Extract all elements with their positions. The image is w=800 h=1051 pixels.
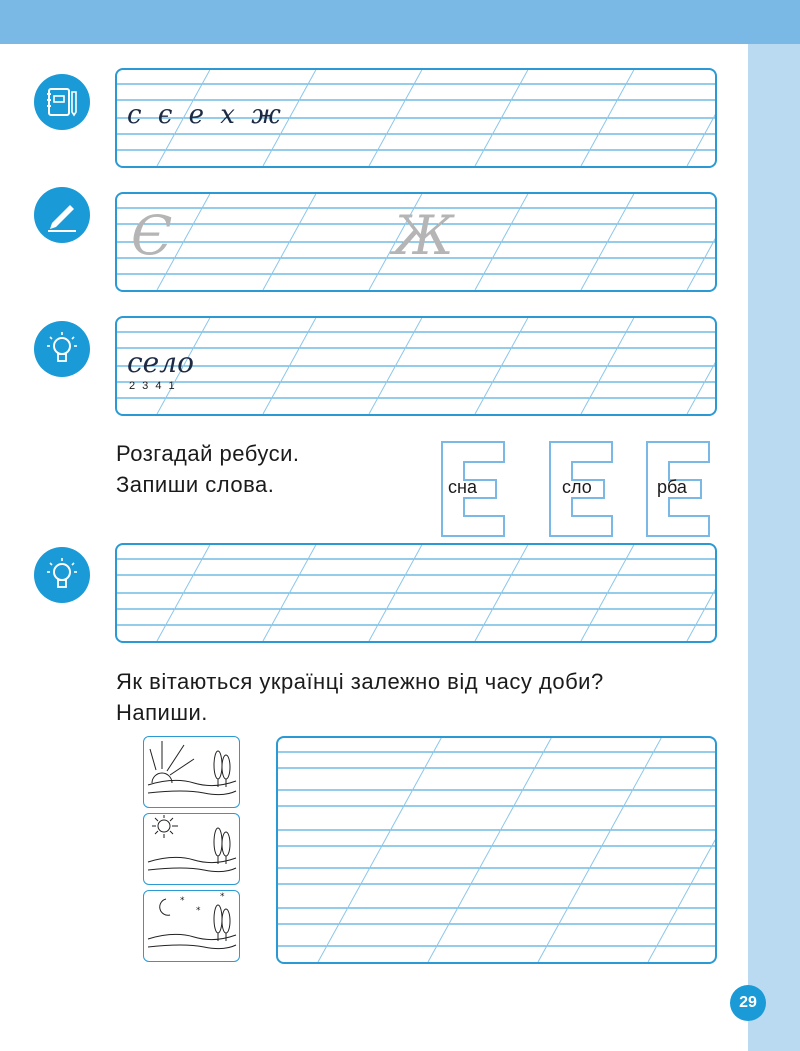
day-picture xyxy=(143,813,240,885)
trace-letter-2: Ж xyxy=(393,204,454,267)
rebus-item-3 xyxy=(645,440,715,540)
rebus-word: сло xyxy=(562,477,592,497)
writing-box-3[interactable] xyxy=(115,316,717,416)
ruled-lines xyxy=(278,738,715,962)
rebus-word: сна xyxy=(448,477,477,497)
rebus-item-2 xyxy=(548,440,618,540)
night-picture xyxy=(143,890,240,962)
cursive-letters: с є е х ж xyxy=(127,100,285,130)
cursive-word: село xyxy=(127,346,194,379)
writing-box-4[interactable] xyxy=(115,543,717,643)
side-band xyxy=(748,44,800,1051)
rebus-item-1 xyxy=(440,440,510,540)
lightbulb-icon xyxy=(34,547,90,603)
ruled-lines xyxy=(117,318,715,414)
svg-text:*: * xyxy=(220,892,225,902)
rebus-instruction-2: Запиши слова. xyxy=(116,472,275,497)
writing-box-1[interactable] xyxy=(115,68,717,168)
trace-letter-1: Є xyxy=(131,204,173,267)
letter-order-digits: 2 3 4 1 xyxy=(129,380,177,392)
svg-text:*: * xyxy=(196,906,201,916)
morning-picture xyxy=(143,736,240,808)
ruled-lines xyxy=(117,545,715,641)
pen-icon xyxy=(34,187,90,243)
rebus-instruction-1: Розгадай ребуси. xyxy=(116,441,300,466)
notebook-icon xyxy=(34,74,90,130)
top-band xyxy=(0,0,800,44)
lightbulb-icon xyxy=(34,321,90,377)
rebus-word: рба xyxy=(657,477,687,497)
writing-box-2[interactable] xyxy=(115,192,717,292)
writing-box-large[interactable] xyxy=(276,736,717,964)
svg-text:*: * xyxy=(180,896,185,906)
greeting-question-1: Як вітаються українці залежно від часу доби? xyxy=(116,669,604,694)
greeting-question-2: Напиши. xyxy=(116,700,208,725)
page-number: 29 xyxy=(730,985,766,1021)
